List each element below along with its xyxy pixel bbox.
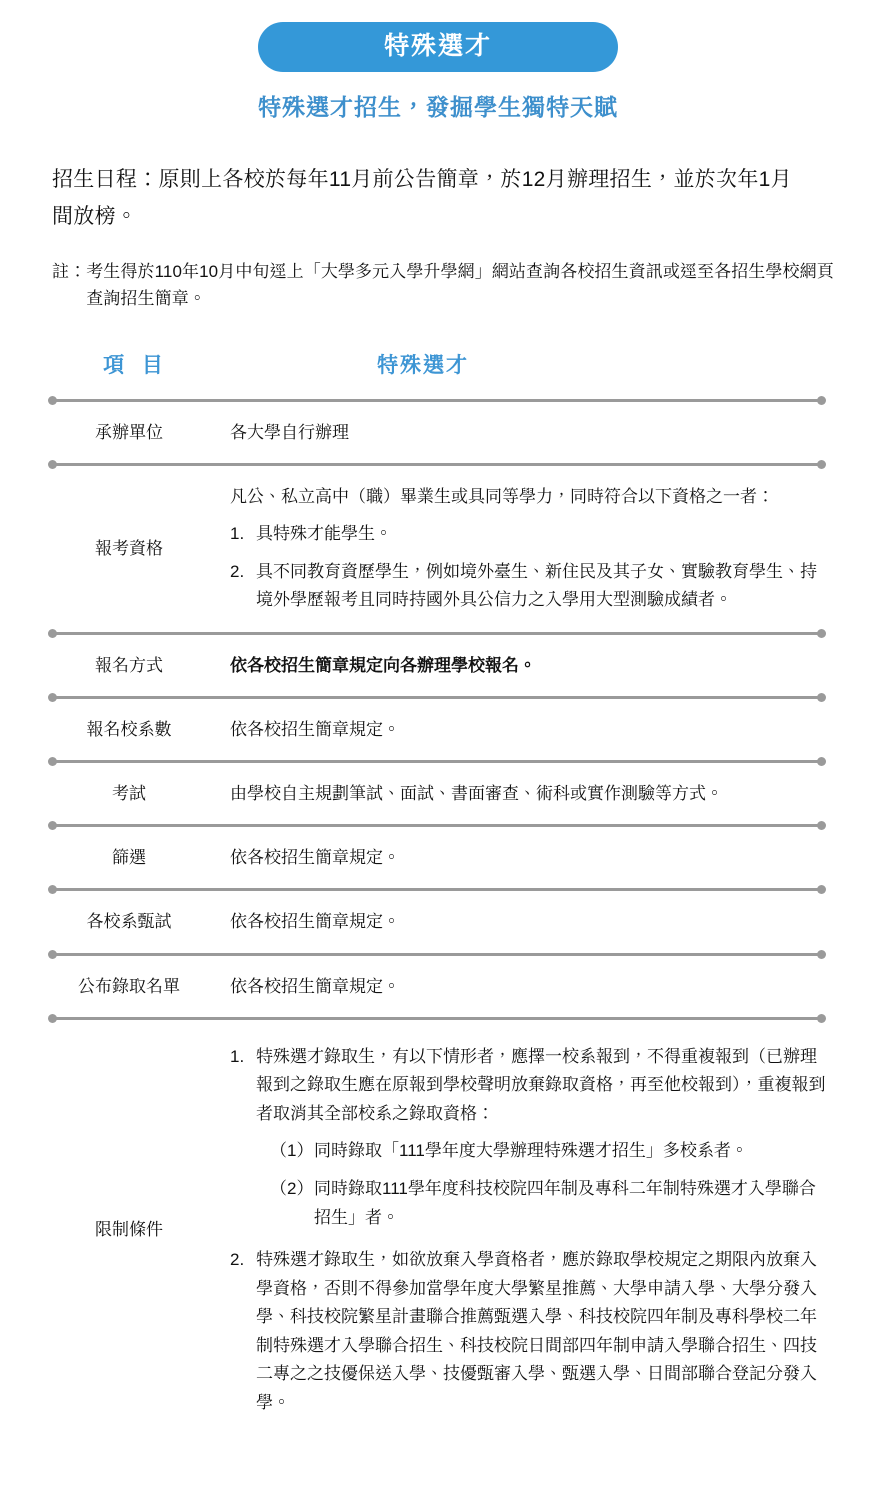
- row-label: 報名校系數: [86, 719, 172, 739]
- list-marker: 1.: [230, 524, 245, 544]
- intro-section: [0, 161, 876, 313]
- table-row: [48, 406, 828, 459]
- sub-list-item-text: 同時錄取111學年度科技校院四年制及專科二年制特殊選才入學聯合招生」者。: [314, 1179, 816, 1227]
- list-item-text: 特殊選才錄取生，有以下情形者，應擇一校系報到，不得重複報到（已辦理報到之錄取生應在原報到學校聲明放棄錄取資格，再至他校報到），重複報到者取消其全部校系之錄取資格：: [256, 1046, 826, 1123]
- table-row: [48, 831, 828, 884]
- admission-info-table: [0, 349, 876, 1437]
- qualification-lead-text: 凡公、私立高中（職）畢業生或具同等學力，同時符合以下資格之一者：: [230, 486, 774, 506]
- page-subtitle: 特殊選才招生，發掘學生獨特天賦: [258, 94, 618, 120]
- list-item: [230, 1043, 828, 1232]
- list-item: [230, 520, 828, 549]
- table-row: [48, 639, 828, 692]
- table-row: [48, 767, 828, 820]
- qualification-list: [230, 520, 828, 615]
- restriction-sub-list: [270, 1137, 828, 1232]
- sub-list-item-text: 同時錄取「111學年度大學辦理特殊選才招生」多校系者。: [314, 1141, 748, 1161]
- row-value: 由學校自主規劃筆試、面試、書面審查、術科或實作測驗等方式。: [230, 784, 723, 804]
- row-label: 限制條件: [95, 1220, 163, 1240]
- list-marker: 2.: [230, 561, 245, 581]
- row-divider: [48, 820, 828, 831]
- page-header: [0, 0, 876, 123]
- row-label: 公布錄取名單: [78, 976, 180, 996]
- table-row: [48, 1024, 828, 1437]
- list-item: [230, 1246, 828, 1417]
- row-label: 各校系甄試: [86, 912, 172, 932]
- row-value: 依各校招生簡章規定。: [230, 848, 400, 868]
- row-divider: [48, 692, 828, 703]
- table-row: [48, 703, 828, 756]
- row-divider: [48, 884, 828, 895]
- note-label: 註：: [52, 261, 87, 281]
- row-value: 依各校招生簡章規定。: [230, 912, 400, 932]
- row-value: 依各校招生簡章規定。: [230, 719, 400, 739]
- table-row: [48, 960, 828, 1013]
- row-label: 承辦單位: [95, 422, 163, 442]
- row-value: [218, 1037, 828, 1424]
- column-header-value: 特殊選才: [377, 353, 469, 377]
- admission-schedule-text: 招生日程：原則上各校於每年11月前公告簡章，於12月辦理招生，並於次年1月間放榜。: [52, 167, 792, 229]
- list-marker: 1.: [230, 1046, 245, 1066]
- row-value: 依各校招生簡章規定向各辦理學校報名。: [230, 655, 536, 675]
- row-divider: [48, 949, 828, 960]
- row-value: 依各校招生簡章規定。: [230, 976, 400, 996]
- row-label: 報名方式: [95, 655, 163, 675]
- table-column-headers: [48, 349, 828, 395]
- sub-list-marker: （2）: [270, 1179, 314, 1199]
- sub-list-marker: （1）: [270, 1141, 314, 1161]
- row-divider: [48, 395, 828, 406]
- list-item-text: 具不同教育資歷學生，例如境外臺生、新住民及其子女、實驗教育學生、持境外學歷報考且同時持國外具公信力之入學用大型測驗成績者。: [256, 561, 817, 610]
- restriction-list: [230, 1043, 828, 1418]
- row-divider: [48, 756, 828, 767]
- row-value: 各大學自行辦理: [230, 422, 349, 442]
- note-section: [52, 258, 854, 313]
- table-row: [48, 895, 828, 948]
- row-value: [218, 483, 828, 615]
- list-item-text: 具特殊才能學生。: [256, 524, 392, 544]
- sub-list-item: [270, 1137, 828, 1166]
- list-item-text: 特殊選才錄取生，如欲放棄入學資格者，應於錄取學校規定之期限內放棄入學資格，否則不得參加當學年度大學繁星推薦、大學申請入學、大學分發入學、科技校院繁星計畫聯合推薦甄選入學、科技校院四年制及專科學校二年制特殊選才入學聯合招生、科技校院日間部四年制申請入學聯合招生、四技二專之之技優保送入學、技優甄審入學、甄選入學、日間部聯合登記分發入學。: [256, 1250, 817, 1412]
- page-bottom-spacer: [0, 1436, 876, 1496]
- row-label: 考試: [112, 783, 146, 803]
- list-item: [230, 558, 828, 615]
- row-divider: [48, 1013, 828, 1024]
- table-row: [48, 470, 828, 628]
- sub-list-item: [270, 1175, 828, 1232]
- row-divider: [48, 628, 828, 639]
- row-label: 報考資格: [95, 539, 163, 559]
- column-header-item: 項 目: [103, 353, 169, 377]
- note-text: 考生得於110年10月中旬逕上「大學多元入學升學網」網站查詢各校招生資訊或逕至各招生學校網頁查詢招生簡章。: [86, 261, 834, 309]
- list-marker: 2.: [230, 1250, 245, 1270]
- row-divider: [48, 459, 828, 470]
- row-label: 篩選: [112, 848, 146, 868]
- page-title-pill: 特殊選才: [258, 22, 618, 72]
